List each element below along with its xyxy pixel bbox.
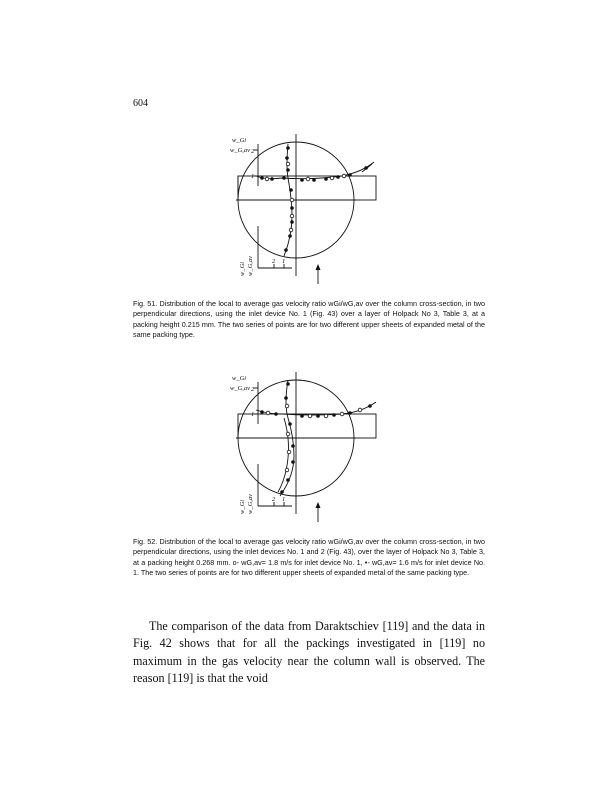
figure-51-diagram: [222, 126, 402, 292]
figure-52-diagram: [222, 364, 402, 530]
tick-bottom-2: 2: [272, 258, 276, 265]
body-paragraph: The comparison of the data from Daraktschiev [119] and the data in Fig. 42 shows that for all the packings investigated in [119] no maximum in the gas velocity near the column wall is observed. The reason [119] is that the void: [133, 619, 485, 686]
tick-bottom-2: 2: [272, 496, 276, 503]
y-label-top-num: w_Gi: [232, 137, 247, 144]
y-label-top-num: w_Gi: [232, 375, 247, 382]
tick-1: 1: [251, 173, 255, 180]
tick-bottom-1: 1: [282, 258, 286, 265]
reference-level-box: [238, 414, 376, 438]
horizontal-velocity-profile: [256, 402, 376, 415]
y-label-bottom-num: w_Gi: [239, 499, 246, 514]
tick-2: 2: [251, 386, 255, 393]
figure-51-caption: Fig. 51. Distribution of the local to average gas velocity ratio wGi/wG,av over the column cross-section, in two perpendicular directions, using the inlet device No. 1 (Fig. 43) over a layer of Holpack No 3, Table 3, at a packing height 0.215 mm. The two series of points are for two different upper sheets of expanded metal of the same packing type.: [133, 299, 485, 339]
tick-2: 2: [251, 148, 255, 155]
page-number: 604: [133, 98, 148, 109]
tick-1: 1: [251, 411, 255, 418]
y-label-bottom-num: w_Gi: [239, 261, 246, 276]
tick-bottom-1: 1: [282, 496, 286, 503]
y-label-top-den: w_G,av: [230, 385, 251, 392]
y-label-top-den: w_G,av: [230, 147, 251, 154]
y-label-bottom-den: w_G,av: [247, 493, 254, 514]
figure-52-caption: Fig. 52. Distribution of the local to average gas velocity ratio wGi/wG,av over the column cross-section, in two perpendicular directions, using the inlet devices No. 1 and 2 (Fig. 43), over the layer of Holpack No 3, Table 3, at a packing height 0.268 mm. o- wG,av= 1.8 m/s for inlet device No. 1, •- wG,av= 1.6 m/s for inlet device No. 1. The two series of points are for two different upper sheets of expanded metal of the same packing type.: [133, 537, 485, 577]
y-label-bottom-den: w_G,av: [247, 255, 254, 276]
